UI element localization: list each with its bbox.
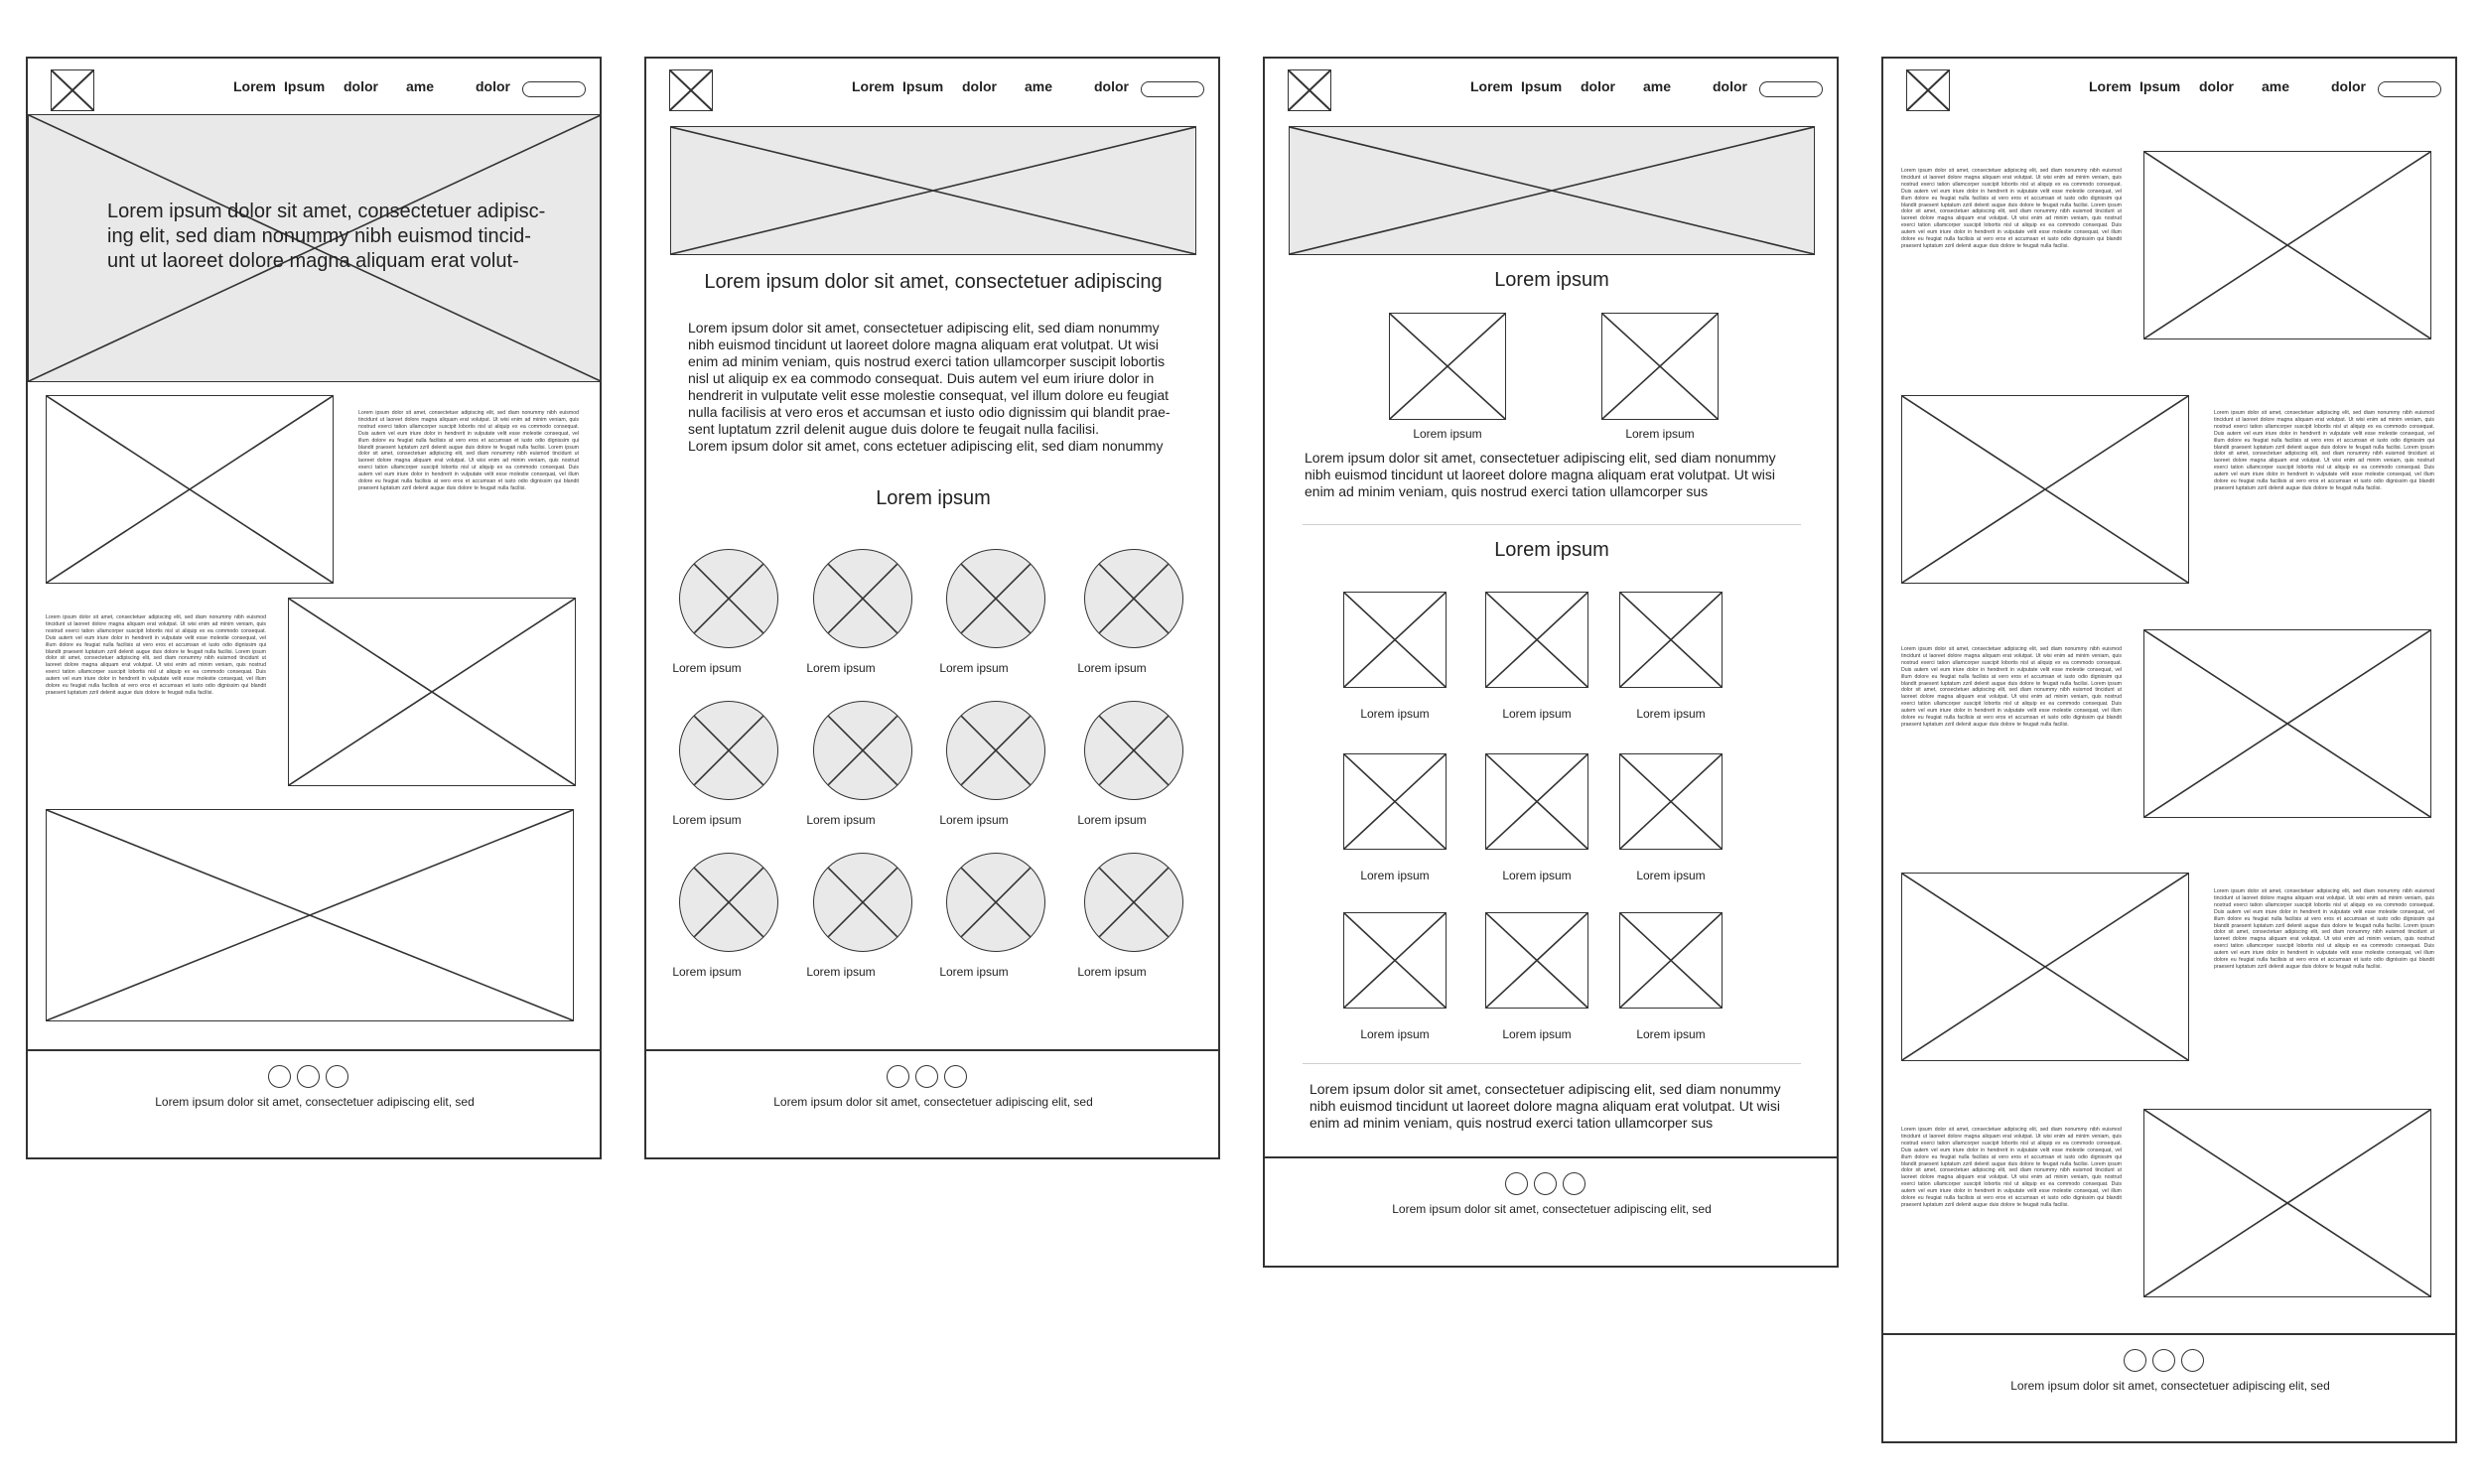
image-placeholder — [1901, 873, 2189, 1061]
paragraph: Lorem ipsum dolor sit amet, consectetuer adipiscing elit, sed diam nonummy nibh euismod tincidunt ut laoreet dolore magna aliquam erat volutpat. Ut wisi enim ad minim veniam, quis nostrud exerci tation ullamcorper sus — [1305, 450, 1776, 499]
logo-placeholder[interactable] — [669, 69, 713, 111]
social-icon[interactable] — [944, 1065, 967, 1088]
circle-caption: Lorem ipsum — [1077, 965, 1147, 979]
paragraph: Lorem ipsum dolor sit amet, consectetuer adipiscing elit, sed diam nonummy nibh euismod tincidunt ut laoreet dolore magna aliquam erat volutpat. Ut wisi enim ad minim veniam, quis nostrud exerci tation ullamcorper sus — [1310, 1081, 1781, 1131]
circle-caption: Lorem ipsum — [806, 661, 876, 675]
text-block: Lorem ipsum dolor sit amet, consectetuer adipiscing elit, sed diam nonummy nibh euismod tincidunt ut laoreet dolore magna aliquam erat volutpat. Ut wisi enim ad minim veniam, quis nostrud exerci tation ullamcorper suscipit lobortis nisl ut aliquip ex ea commodo consequat. Duis autem vel eum iriure dolor in hendrerit in vulputate velit esse molestie consequat, vel illum dolore eu feugiat nulla facilisis at vero eros et accumsan et iusto odio dignissim qui blandit praesent luptatum zzril delenit augue duis dolore te feugait nulla facilisi. Lorem ipsum dolor sit amet, consectetuer adipiscing elit, sed diam nonummy nibh euismod tincidunt ut laoreet dolore magna aliquam erat volutpat. Ut wisi enim ad minim veniam, quis nostrud exerci tation ullamcorper suscipit lobortis nisl ut aliquip ex ea commodo consequat. Duis autem vel eum iriure dolor in hendrerit in vulputate velit esse molestie consequat, vel illum dolore eu feugiat nulla facilisis at vero eros et accumsan et iusto odio dignissim qui blandit praesent luptatum zzril delenit augue duis dolore te feugait nulla facilisi. — [2214, 410, 2434, 491]
circle-image-placeholder — [679, 701, 778, 800]
wide-image-placeholder — [46, 809, 574, 1021]
circle-caption: Lorem ipsum — [939, 661, 1009, 675]
nav-item-dolor-2[interactable]: dolor — [1094, 78, 1129, 94]
social-icon[interactable] — [2124, 1349, 2146, 1372]
banner-image-placeholder — [670, 126, 1196, 255]
circle-image-placeholder — [679, 549, 778, 648]
social-icon[interactable] — [887, 1065, 909, 1088]
logo-placeholder[interactable] — [1288, 69, 1331, 111]
wireframe-2 — [644, 57, 1220, 1159]
nav-item-ipsum[interactable]: Ipsum — [2139, 78, 2181, 94]
grid-caption: Lorem ipsum — [1360, 1027, 1430, 1041]
grid-image-placeholder — [1343, 592, 1447, 688]
section-divider — [1303, 1063, 1801, 1064]
banner-image-placeholder — [1289, 126, 1815, 255]
nav-item-dolor[interactable]: dolor — [1581, 78, 1615, 94]
intro-paragraph: Lorem ipsum dolor sit amet, consectetuer adipiscing elit, sed diam nonummy nibh euismod tincidunt ut laoreet dolore magna aliquam erat volutpat. Ut wisi enim ad minim veniam, quis nostrud exerci tation ullamcorper suscipit lobortis nisl ut aliquip ex ea commodo consequat. Duis autem vel eum iriure dolor in hendrerit in vulputate velit esse molestie consequat, vel illum dolore eu feugiat nulla facilisis at vero eros et accumsan et iusto odio dignissim qui blandit prae- sent luptatum zzril delenit augue duis dolore te feugait nulla facilisi. Lorem ipsum dolor sit amet, cons ectetuer adipiscing elit, sed diam nonummy — [688, 320, 1171, 454]
section-title: Lorem ipsum — [876, 487, 991, 509]
image-placeholder — [1601, 313, 1719, 420]
circle-image-placeholder — [813, 701, 912, 800]
circle-image-placeholder — [946, 853, 1045, 952]
circle-image-placeholder — [1084, 853, 1183, 952]
nav-button[interactable] — [1141, 81, 1204, 97]
circle-caption: Lorem ipsum — [806, 813, 876, 827]
image-placeholder — [2143, 1109, 2431, 1297]
nav-item-dolor[interactable]: dolor — [962, 78, 997, 94]
grid-caption: Lorem ipsum — [1636, 707, 1706, 721]
nav-item-dolor-2[interactable]: dolor — [2331, 78, 2366, 94]
circle-image-placeholder — [813, 549, 912, 648]
circle-image-placeholder — [946, 701, 1045, 800]
nav-item-ame[interactable]: ame — [1025, 78, 1053, 94]
social-icon[interactable] — [268, 1065, 291, 1088]
text-block: Lorem ipsum dolor sit amet, consectetuer adipiscing elit, sed diam nonummy nibh euismod tincidunt ut laoreet dolore magna aliquam erat volutpat. Ut wisi enim ad minim veniam, quis nostrud exerci tation ullamcorper suscipit lobortis nisl ut aliquip ex ea commodo consequat. Duis autem vel eum iriure dolor in hendrerit in vulputate velit esse molestie consequat, vel illum dolore eu feugiat nulla facilisis at vero eros et accumsan et iusto odio dignissim qui blandit praesent luptatum zzril delenit augue duis dolore te feugait nulla facilisi. Lorem ipsum dolor sit amet, consectetuer adipiscing elit, sed diam nonummy nibh euismod tincidunt ut laoreet dolore magna aliquam erat volutpat. Ut wisi enim ad minim veniam, quis nostrud exerci tation ullamcorper suscipit lobortis nisl ut aliquip ex ea commodo consequat. Duis autem vel eum iriure dolor in hendrerit in vulputate velit esse molestie consequat, vel illum dolore eu feugiat nulla facilisis at vero eros et accumsan et iusto odio dignissim qui blandit praesent luptatum zzril delenit augue duis dolore te feugait nulla facilisi. — [1901, 168, 2122, 249]
social-icon[interactable] — [297, 1065, 320, 1088]
image-placeholder — [1901, 395, 2189, 584]
text-block: Lorem ipsum dolor sit amet, consectetuer adipiscing elit, sed diam nonummy nibh euismod tincidunt ut laoreet dolore magna aliquam erat volutpat. Ut wisi enim ad minim veniam, quis nostrud exerci tation ullamcorper suscipit lobortis nisl ut aliquip ex ea commodo consequat. Duis autem vel eum iriure dolor in hendrerit in vulputate velit esse molestie consequat, vel illum dolore eu feugiat nulla facilisis at vero eros et accumsan et iusto odio dignissim qui blandit praesent luptatum zzril delenit augue duis dolore te feugait nulla facilisi. Lorem ipsum dolor sit amet, consectetuer adipiscing elit, sed diam nonummy nibh euismod tincidunt ut laoreet dolore magna aliquam erat volutpat. Ut wisi enim ad minim veniam, quis nostrud exerci tation ullamcorper suscipit lobortis nisl ut aliquip ex ea commodo consequat. Duis autem vel eum iriure dolor in hendrerit in vulputate velit esse molestie consequat, vel illum dolore eu feugiat nulla facilisis at vero eros et accumsan et iusto odio dignissim qui blandit praesent luptatum zzril delenit augue duis dolore te feugait nulla facilisi. — [1901, 1127, 2122, 1208]
text-block: Lorem ipsum dolor sit amet, consectetuer adipiscing elit, sed diam nonummy nibh euismod tincidunt ut laoreet dolore magna aliquam erat volutpat. Ut wisi enim ad minim veniam, quis nostrud exerci tation ullamcorper suscipit lobortis nisl ut aliquip ex ea commodo consequat. Duis autem vel eum iriure dolor in hendrerit in vulputate velit esse molestie consequat, vel illum dolore eu feugiat nulla facilisis at vero eros et accumsan et iusto odio dignissim qui blandit praesent luptatum zzril delenit augue duis dolore te feugait nulla facilisi. Lorem ipsum dolor sit amet, consectetuer adipiscing elit, sed diam nonummy nibh euismod tincidunt ut laoreet dolore magna aliquam erat volutpat. Ut wisi enim ad minim veniam, quis nostrud exerci tation ullamcorper suscipit lobortis nisl ut aliquip ex ea commodo consequat. Duis autem vel eum iriure dolor in hendrerit in vulputate velit esse molestie consequat, vel illum dolore eu feugiat nulla facilisis at vero eros et accumsan et iusto odio dignissim qui blandit praesent luptatum zzril delenit augue duis dolore te feugait nulla facilisi. — [2214, 888, 2434, 970]
grid-caption: Lorem ipsum — [1360, 707, 1430, 721]
circle-caption: Lorem ipsum — [672, 813, 742, 827]
text-block: Lorem ipsum dolor sit amet, consectetuer adipiscing elit, sed diam nonummy nibh euismod tincidunt ut laoreet dolore magna aliquam erat volutpat. Ut wisi enim ad minim veniam, quis nostrud exerci tation ullamcorper suscipit lobortis nisl ut aliquip ex ea commodo consequat. Duis autem vel eum iriure dolor in hendrerit in vulputate velit esse molestie consequat, vel illum dolore eu feugiat nulla facilisis at vero eros et accumsan et iusto odio dignissim qui blandit praesent luptatum zzril delenit augue duis dolore te feugait nulla facilisi. Lorem ipsum dolor sit amet, consectetuer adipiscing elit, sed diam nonummy nibh euismod tincidunt ut laoreet dolore magna aliquam erat volutpat. Ut wisi enim ad minim veniam, quis nostrud exerci tation ullamcorper suscipit lobortis nisl ut aliquip ex ea commodo consequat. Duis autem vel eum iriure dolor in hendrerit in vulputate velit esse molestie consequat, vel illum dolore eu feugiat nulla facilisis at vero eros et accumsan et iusto odio dignissim qui blandit praesent luptatum zzril delenit augue duis dolore te feugait nulla facilisi. — [1901, 646, 2122, 728]
image-placeholder — [2143, 151, 2431, 339]
grid-image-placeholder — [1343, 912, 1447, 1009]
logo-placeholder[interactable] — [1906, 69, 1950, 111]
section-divider — [1303, 524, 1801, 525]
circle-caption: Lorem ipsum — [672, 965, 742, 979]
social-icon[interactable] — [326, 1065, 348, 1088]
grid-image-placeholder — [1485, 753, 1588, 850]
footer-divider — [28, 1049, 602, 1051]
footer-text: Lorem ipsum dolor sit amet, consectetuer adipiscing elit, sed — [155, 1095, 475, 1109]
logo-placeholder[interactable] — [51, 69, 94, 111]
nav-item-dolor[interactable]: dolor — [344, 78, 378, 94]
hero-text: Lorem ipsum dolor sit amet, consectetuer adipisc- ing elit, sed diam nonummy nibh euismod tincid- unt ut laoreet dolore magna aliquam erat volut- — [107, 201, 546, 272]
footer-text: Lorem ipsum dolor sit amet, consectetuer adipiscing elit, sed — [2010, 1379, 2330, 1393]
grid-image-placeholder — [1619, 753, 1723, 850]
wireframe-3 — [1263, 57, 1839, 1268]
nav-item-ipsum[interactable]: Ipsum — [1521, 78, 1563, 94]
social-icon[interactable] — [2152, 1349, 2175, 1372]
grid-caption: Lorem ipsum — [1636, 1027, 1706, 1041]
text-block: Lorem ipsum dolor sit amet, consectetuer adipiscing elit, sed diam nonummy nibh euismod tincidunt ut laoreet dolore magna aliquam erat volutpat. Ut wisi enim ad minim veniam, quis nostrud exerci tation ullamcorper suscipit lobortis nisl ut aliquip ex ea commodo consequat. Duis autem vel eum iriure dolor in hendrerit in vulputate velit esse molestie consequat, vel illum dolore eu feugiat nulla facilisis at vero eros et accumsan et iusto odio dignissim qui blandit praesent luptatum zzril delenit augue duis dolore te feugait nulla facilisi. Lorem ipsum dolor sit amet, consectetuer adipiscing elit, sed diam nonummy nibh euismod tincidunt ut laoreet dolore magna aliquam erat volutpat. Ut wisi enim ad minim veniam, quis nostrud exerci tation ullamcorper suscipit lobortis nisl ut aliquip ex ea commodo consequat. Duis autem vel eum iriure dolor in hendrerit in vulputate velit esse molestie consequat, vel illum dolore eu feugiat nulla facilisis at vero eros et accumsan et iusto odio dignissim qui blandit praesent luptatum zzril delenit augue duis dolore te feugait nulla facilisi. — [46, 614, 266, 696]
grid-image-placeholder — [1343, 753, 1447, 850]
image-caption: Lorem ipsum — [1625, 427, 1695, 441]
circle-caption: Lorem ipsum — [1077, 813, 1147, 827]
nav-button[interactable] — [1759, 81, 1823, 97]
grid-caption: Lorem ipsum — [1636, 869, 1706, 882]
grid-image-placeholder — [1485, 592, 1588, 688]
nav-item-lorem[interactable]: Lorem — [852, 78, 895, 94]
circle-image-placeholder — [679, 853, 778, 952]
nav-item-dolor[interactable]: dolor — [2199, 78, 2234, 94]
text-block: Lorem ipsum dolor sit amet, consectetuer adipiscing elit, sed diam nonummy nibh euismod tincidunt ut laoreet dolore magna aliquam erat volutpat. Ut wisi enim ad minim veniam, quis nostrud exerci tation ullamcorper suscipit lobortis nisl ut aliquip ex ea commodo consequat. Duis autem vel eum iriure dolor in hendrerit in vulputate velit esse molestie consequat, vel illum dolore eu feugiat nulla facilisis at vero eros et accumsan et iusto odio dignissim qui blandit praesent luptatum zzril delenit augue duis dolore te feugait nulla facilisi. Lorem ipsum dolor sit amet, consectetuer adipiscing elit, sed diam nonummy nibh euismod tincidunt ut laoreet dolore magna aliquam erat volutpat. Ut wisi enim ad minim veniam, quis nostrud exerci tation ullamcorper suscipit lobortis nisl ut aliquip ex ea commodo consequat. Duis autem vel eum iriure dolor in hendrerit in vulputate velit esse molestie consequat, vel illum dolore eu feugiat nulla facilisis at vero eros et accumsan et iusto odio dignissim qui blandit praesent luptatum zzril delenit augue duis dolore te feugait nulla facilisi. — [358, 410, 579, 491]
social-icon[interactable] — [2181, 1349, 2204, 1372]
image-placeholder — [46, 395, 334, 584]
nav-item-ipsum[interactable]: Ipsum — [284, 78, 326, 94]
circle-caption: Lorem ipsum — [939, 965, 1009, 979]
nav-item-ipsum[interactable]: Ipsum — [902, 78, 944, 94]
image-placeholder — [288, 598, 576, 786]
image-placeholder — [1389, 313, 1506, 420]
grid-image-placeholder — [1619, 592, 1723, 688]
footer-divider — [646, 1049, 1220, 1051]
footer-text: Lorem ipsum dolor sit amet, consectetuer adipiscing elit, sed — [773, 1095, 1093, 1109]
footer-divider — [1883, 1333, 2457, 1335]
wireframe-4 — [1881, 57, 2457, 1443]
nav-item-ame[interactable]: ame — [1643, 78, 1672, 94]
section-title: Lorem ipsum — [1494, 269, 1609, 291]
nav-item-lorem[interactable]: Lorem — [2089, 78, 2132, 94]
circle-caption: Lorem ipsum — [806, 965, 876, 979]
social-icon[interactable] — [1534, 1172, 1557, 1195]
circle-caption: Lorem ipsum — [672, 661, 742, 675]
grid-caption: Lorem ipsum — [1360, 869, 1430, 882]
footer-divider — [1265, 1156, 1839, 1158]
nav-item-dolor-2[interactable]: dolor — [476, 78, 510, 94]
footer-text: Lorem ipsum dolor sit amet, consectetuer adipiscing elit, sed — [1392, 1202, 1712, 1216]
image-caption: Lorem ipsum — [1413, 427, 1482, 441]
circle-caption: Lorem ipsum — [1077, 661, 1147, 675]
circle-image-placeholder — [1084, 701, 1183, 800]
grid-caption: Lorem ipsum — [1502, 707, 1572, 721]
image-placeholder — [2143, 629, 2431, 818]
social-icon[interactable] — [1505, 1172, 1528, 1195]
grid-image-placeholder — [1619, 912, 1723, 1009]
grid-image-placeholder — [1485, 912, 1588, 1009]
nav-button[interactable] — [2378, 81, 2441, 97]
nav-item-ame[interactable]: ame — [406, 78, 435, 94]
nav-item-lorem[interactable]: Lorem — [233, 78, 276, 94]
nav-button[interactable] — [522, 81, 586, 97]
wireframe-1 — [26, 57, 602, 1159]
grid-caption: Lorem ipsum — [1502, 869, 1572, 882]
circle-caption: Lorem ipsum — [939, 813, 1009, 827]
social-icon[interactable] — [915, 1065, 938, 1088]
circle-image-placeholder — [1084, 549, 1183, 648]
circle-image-placeholder — [946, 549, 1045, 648]
section-heading: Lorem ipsum dolor sit amet, consectetuer adipiscing — [704, 271, 1163, 293]
grid-caption: Lorem ipsum — [1502, 1027, 1572, 1041]
nav-item-lorem[interactable]: Lorem — [1470, 78, 1513, 94]
nav-item-ame[interactable]: ame — [2262, 78, 2290, 94]
circle-image-placeholder — [813, 853, 912, 952]
section-title: Lorem ipsum — [1494, 539, 1609, 561]
nav-item-dolor-2[interactable]: dolor — [1713, 78, 1747, 94]
social-icon[interactable] — [1563, 1172, 1586, 1195]
